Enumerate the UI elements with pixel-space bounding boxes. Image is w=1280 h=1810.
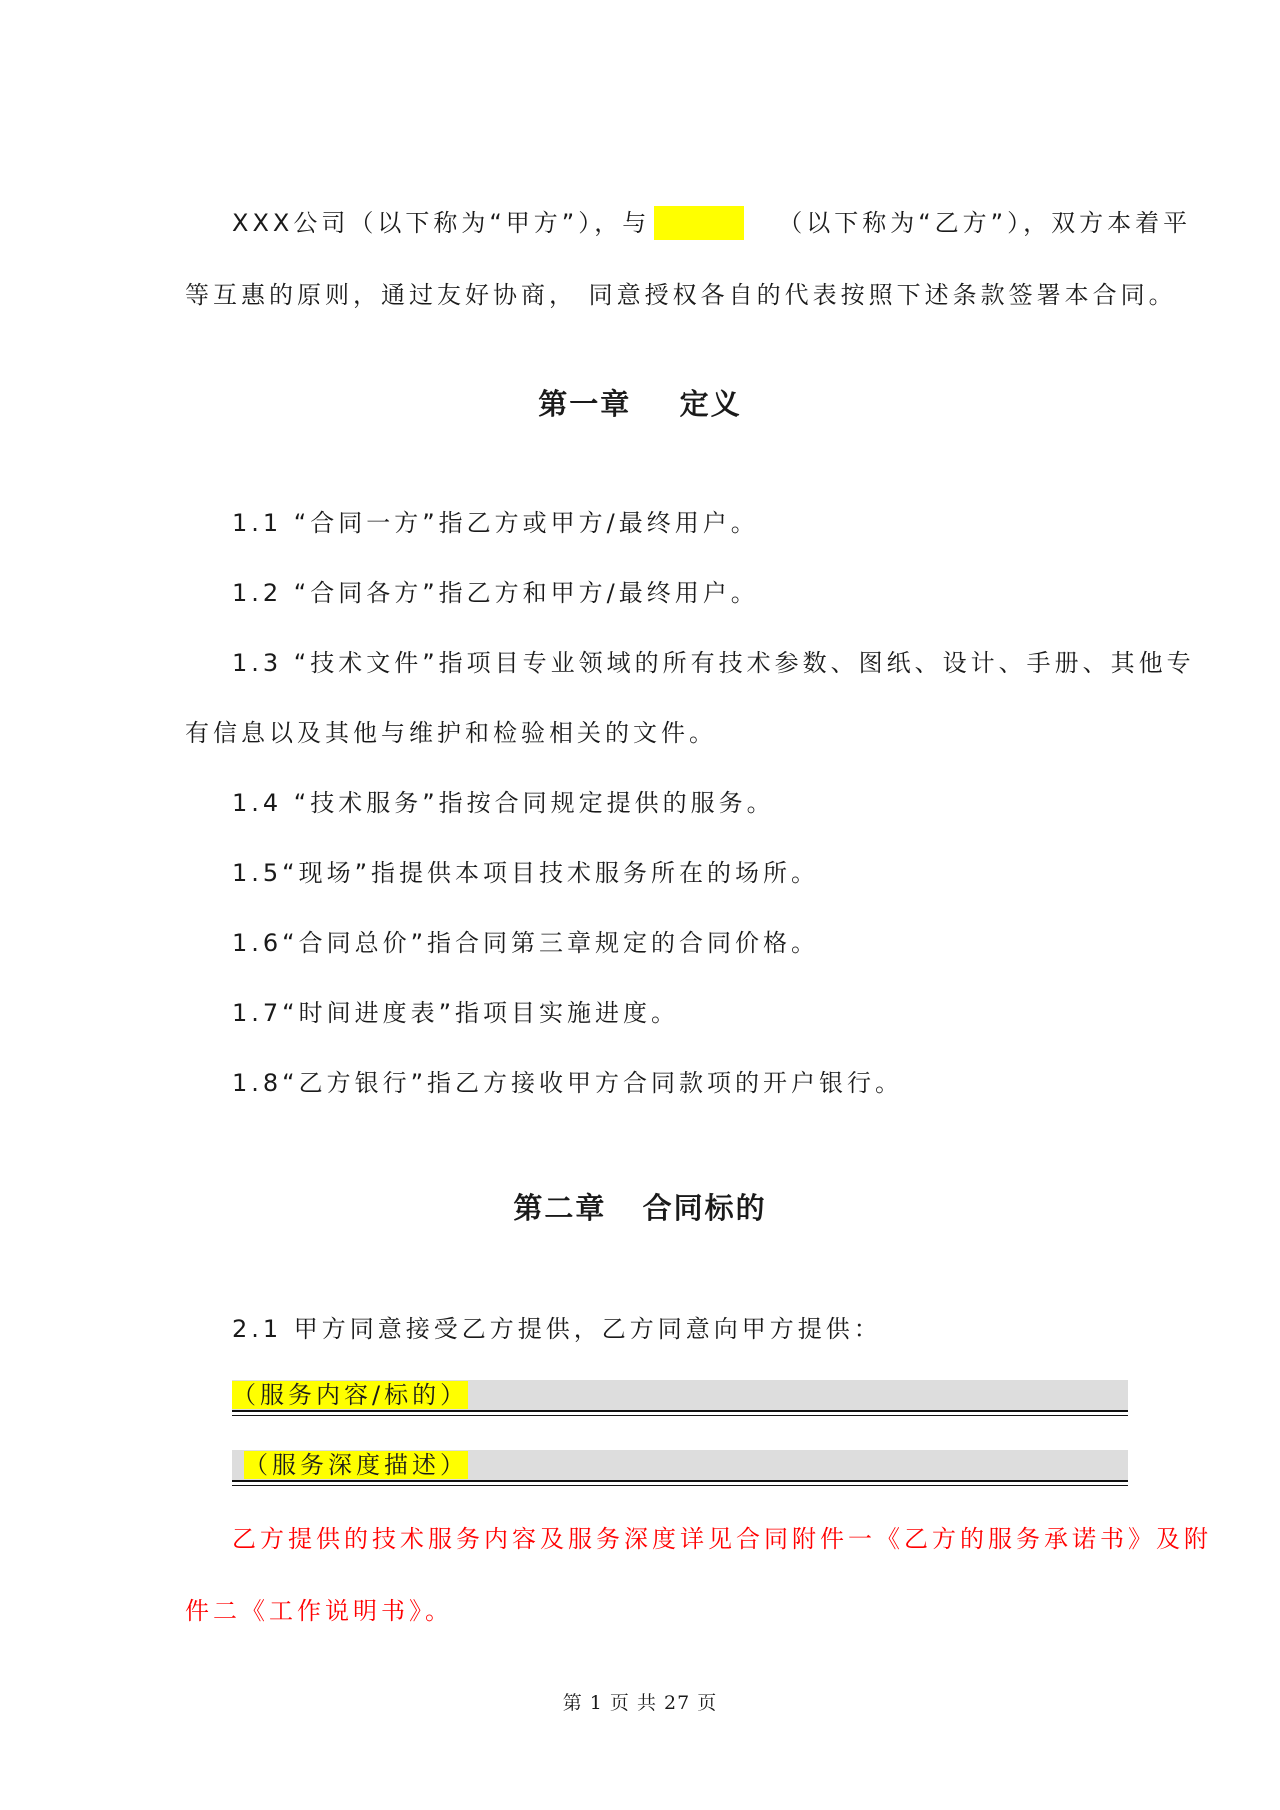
clause-1-3-cont: 有信息以及其他与维护和检验相关的文件。	[185, 719, 717, 747]
intro-party-b: （以下称为“乙方”），双方本着平	[778, 209, 1192, 237]
chapter-2-title: 第二章 合同标的	[513, 1191, 767, 1225]
clause-1-4: 1.4 “技术服务”指按合同规定提供的服务。	[232, 789, 775, 817]
party-b-name-blank[interactable]	[654, 206, 744, 240]
intro-line-1	[232, 206, 1191, 240]
clause-1-1: 1.1 “合同一方”指乙方或甲方/最终用户。	[232, 509, 759, 537]
red-note-line-2: 件二《工作说明书》。	[185, 1597, 453, 1625]
clause-1-5: 1.5“现场”指提供本项目技术服务所在的场所。	[232, 859, 820, 887]
clause-1-7: 1.7“时间进度表”指项目实施进度。	[232, 999, 680, 1027]
service-content-label: （服务内容/标的）	[232, 1381, 469, 1409]
service-depth-label: （服务深度描述）	[244, 1451, 468, 1479]
clause-1-8: 1.8“乙方银行”指乙方接收甲方合同款项的开户银行。	[232, 1069, 904, 1097]
page-footer: 第 1 页 共 27 页	[562, 1692, 718, 1714]
clause-1-3: 1.3 “技术文件”指项目专业领域的所有技术参数、图纸、设计、手册、其他专	[232, 649, 1195, 677]
intro-party-a: XXX公司（以下称为“甲方”），与	[232, 209, 651, 237]
intro-line-2: 等互惠的原则，通过友好协商， 同意授权各自的代表按照下述条款签署本合同。	[185, 281, 1177, 309]
clause-2-1: 2.1 甲方同意接受乙方提供，乙方同意向甲方提供：	[232, 1315, 882, 1343]
clause-1-6: 1.6“合同总价”指合同第三章规定的合同价格。	[232, 929, 820, 957]
red-note-line-1: 乙方提供的技术服务内容及服务深度详见合同附件一《乙方的服务承诺书》及附	[232, 1525, 1212, 1553]
clause-1-2: 1.2 “合同各方”指乙方和甲方/最终用户。	[232, 579, 759, 607]
chapter-1-title: 第一章 定义	[538, 387, 742, 421]
